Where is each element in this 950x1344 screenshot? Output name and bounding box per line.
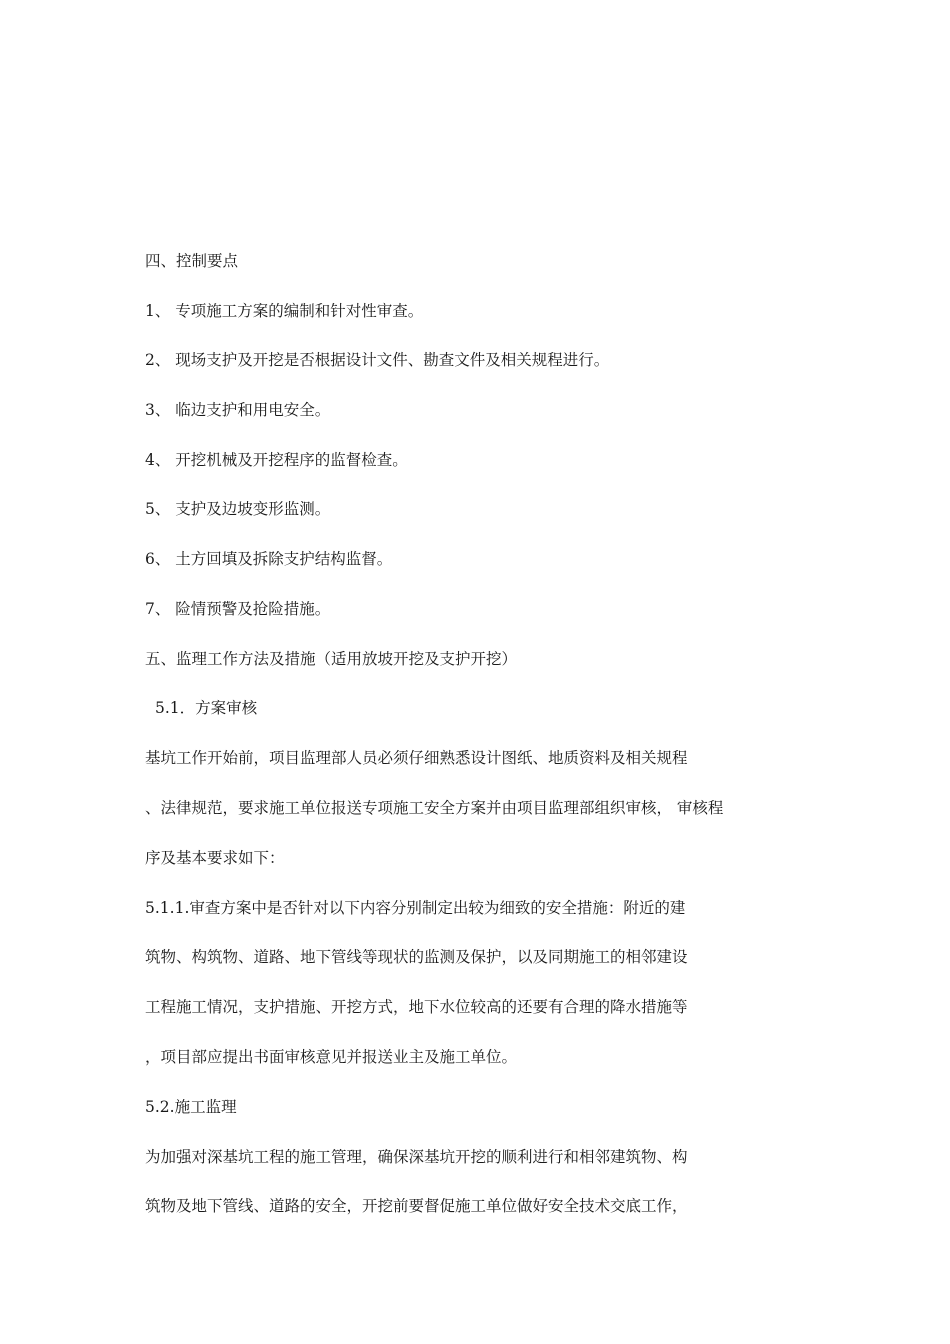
list-item: 5、 支护及边坡变形监测。 <box>145 500 331 518</box>
paragraph-line: ，项目部应提出书面审核意见并报送业主及施工单位。 <box>145 1048 518 1066</box>
list-item: 4、 开挖机械及开挖程序的监督检查。 <box>145 451 408 469</box>
subsection-heading-plan-review: 5.1．方案审核 <box>155 699 258 717</box>
list-item: 3、 临边支护和用电安全。 <box>145 401 331 419</box>
section-heading-methods: 五、监理工作方法及措施（适用放坡开挖及支护开挖） <box>145 650 518 668</box>
section-heading-control-points: 四、控制要点 <box>145 252 239 270</box>
list-item: 1、 专项施工方案的编制和针对性审查。 <box>145 302 424 320</box>
paragraph-line: 为加强对深基坑工程的施工管理，确保深基坑开挖的顺利进行和相邻建筑物、构 <box>145 1148 688 1166</box>
paragraph-line: 筑物及地下管线、道路的安全，开挖前要督促施工单位做好安全技术交底工作， <box>145 1197 688 1215</box>
paragraph-line: 基坑工作开始前，项目监理部人员必须仔细熟悉设计图纸、地质资料及相关规程 <box>145 749 688 767</box>
list-item: 6、 土方回填及拆除支护结构监督。 <box>145 550 393 568</box>
paragraph-line: 筑物、构筑物、道路、地下管线等现状的监测及保护，以及同期施工的相邻建设 <box>145 948 688 966</box>
paragraph-line: 5.1.1.审查方案中是否针对以下内容分别制定出较为细致的安全措施：附近的建 <box>145 899 686 917</box>
paragraph-line: 工程施工情况，支护措施、开挖方式，地下水位较高的还要有合理的降水措施等 <box>145 998 688 1016</box>
paragraph-line: 、法律规范，要求施工单位报送专项施工安全方案并由项目监理部组织审核， 审核程 <box>145 799 724 817</box>
list-item: 2、 现场支护及开挖是否根据设计文件、勘查文件及相关规程进行。 <box>145 351 610 369</box>
paragraph-line: 序及基本要求如下： <box>145 849 285 867</box>
list-item: 7、 险情预警及抢险措施。 <box>145 600 331 618</box>
subsection-heading-construction-supervision: 5.2.施工监理 <box>145 1098 237 1116</box>
